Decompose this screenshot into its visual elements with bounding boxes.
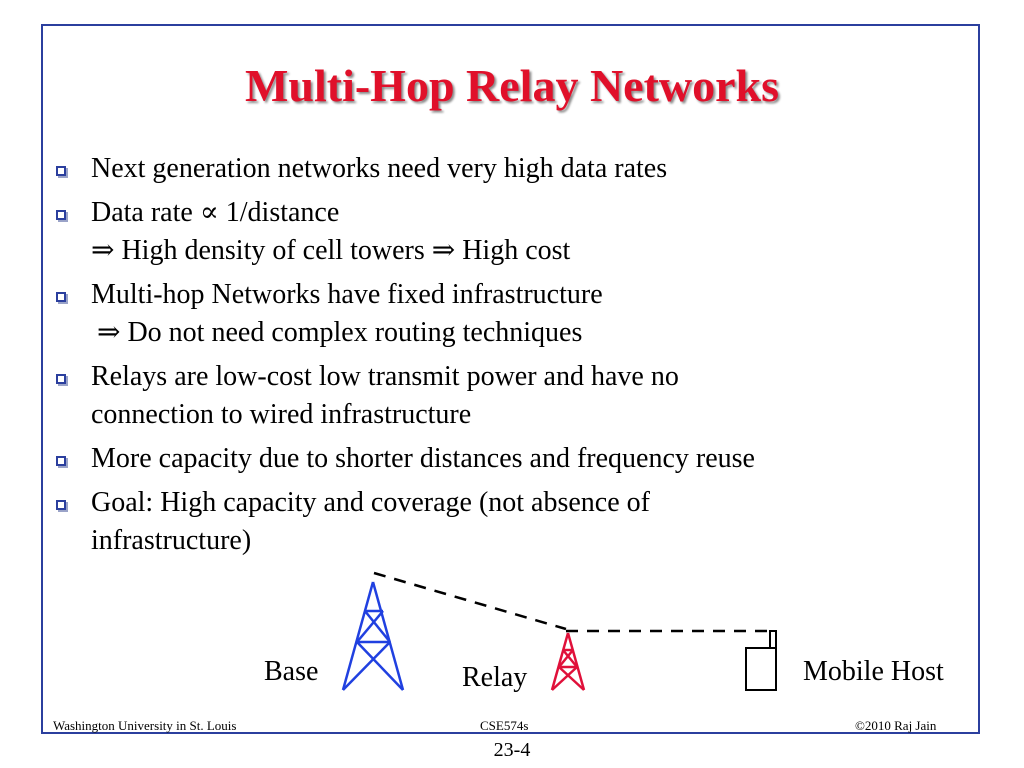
mobile-host-label: Mobile Host — [803, 656, 944, 687]
bullet-subtext: connection to wired infrastructure — [91, 399, 472, 430]
footer-copyright: ©2010 Raj Jain — [855, 718, 937, 733]
bullet-text: More capacity due to shorter distances and frequency reuse — [91, 443, 755, 474]
bullet-square-icon — [56, 456, 66, 466]
bullet-square-icon — [56, 292, 66, 302]
base-station-label: Base — [264, 656, 319, 687]
bullet-subtext: ⇒ High density of cell towers ⇒ High cost — [91, 235, 571, 266]
bullet-square-icon — [56, 166, 66, 176]
bullet-list — [53, 150, 963, 566]
page-number: 23-4 — [493, 739, 531, 761]
bullet-text: Goal: High capacity and coverage (not absence of — [91, 487, 650, 518]
bullet-subtext: infrastructure) — [91, 525, 252, 556]
footer-institution: Washington University in St. Louis — [53, 718, 237, 733]
bullet-text: Next generation networks need very high data rates — [91, 153, 668, 184]
slide-title: Multi-Hop Relay Networks — [244, 60, 780, 111]
bullet-text: Multi-hop Networks have fixed infrastructure — [91, 279, 603, 310]
bullet-square-icon — [56, 374, 66, 384]
bullet-text: Relays are low-cost low transmit power and have no — [91, 361, 679, 392]
bullet-text: Data rate ∝ 1/distance — [91, 197, 340, 228]
bullet-item — [53, 484, 963, 560]
bullet-item — [53, 150, 963, 188]
bullet-item — [53, 194, 963, 270]
footer-course: CSE574s — [480, 718, 529, 733]
bullet-item — [53, 276, 963, 352]
bullet-subtext: ⇒ Do not need complex routing techniques — [97, 317, 583, 348]
bullet-square-icon — [56, 210, 66, 220]
bullet-square-icon — [56, 500, 66, 510]
relay-label: Relay — [462, 662, 528, 693]
bullet-item — [53, 358, 963, 434]
bullet-item — [53, 440, 963, 478]
